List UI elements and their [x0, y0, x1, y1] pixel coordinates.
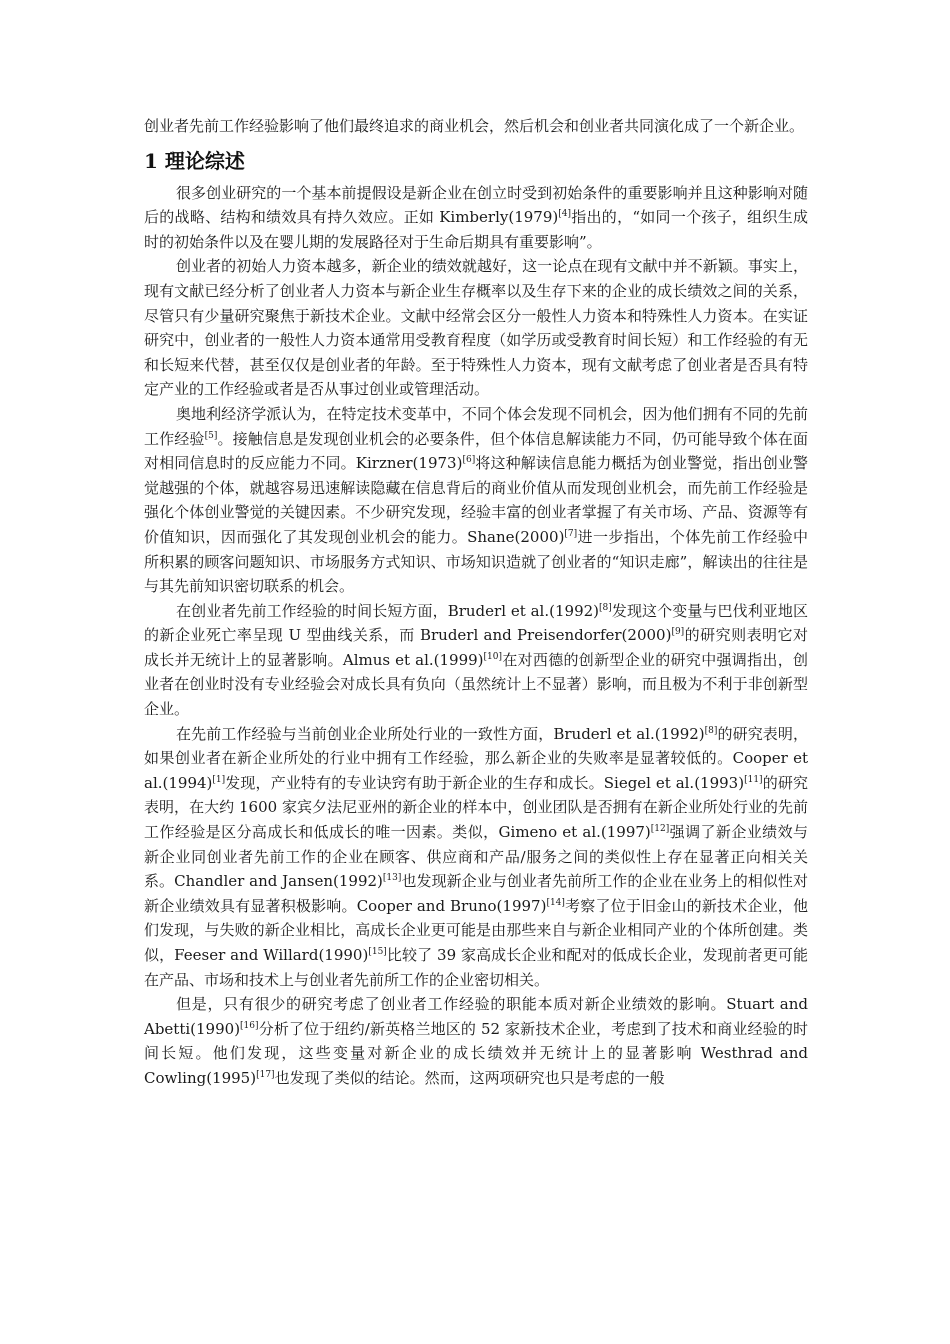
citation: [11]	[744, 774, 763, 785]
citation: [10]	[483, 651, 503, 662]
citation: [17]	[256, 1069, 275, 1080]
citation: [5]	[204, 430, 218, 441]
citation: [12]	[650, 824, 670, 835]
section-heading: 1 理论综述	[144, 148, 245, 173]
citation: [16]	[240, 1020, 259, 1031]
citation: [1]	[212, 774, 226, 785]
citation: [14]	[546, 897, 565, 908]
citation: [7]	[564, 528, 578, 539]
paragraph-intro: 创业者先前工作经验影响了他们最终追求的商业机会，然后机会和创业者共同演化成了一个新企业。	[144, 117, 805, 135]
citation: [15]	[368, 947, 387, 957]
citation: [13]	[382, 873, 402, 884]
citation: [4]	[558, 209, 571, 220]
paragraph-2: 创业者的初始人力资本越多，新企业的绩效就越好，这一论点在现有文献中并不新颖。事实上，现有文献已经分析了创业者人力资本与新企业生存概率以及生存下来的企业的成长绩效之间的关系，尽管只有少量研究聚焦于新技术企业。文献中经常会区分一般性人力资本和特殊性人力资本。在实证研究中，创业者的一般性人力资本通常用受教育程度（如学历或受教育时间长短）和工作经验的有无和长短来代替，甚至仅仅是创业者的年龄。至于特殊性人力资本，现有文献考虑了创业者是否具有特定产业的工作经验或者是否从事过创业或管理活动。	[144, 257, 808, 399]
citation: [6]	[462, 455, 476, 466]
paragraph-4: 在创业者先前工作经验的时间长短方面，Bruderl et al.(1992)[8]发现这个变量与巴伐利亚地区的新企业死亡率呈现 U 型曲线关系，而 Bruderl and Preisendorfer(2000)[9]的研究则表明它对成长并无统计上的显著影响。Almus et al.(1999)[10]在对西德的创新型企业的研究中强调指出，创业者在创业时没有专业经验会对成长具有负向（虽然统计上不显著）影响，而且极为不利于非创新型企业。	[144, 601, 808, 719]
document-page	[144, 114, 808, 1091]
citation: [9]	[671, 627, 685, 638]
paragraph-3: 奥地利经济学派认为，在特定技术变革中，不同个体会发现不同机会，因为他们拥有不同的先前工作经验[5]。接触信息是发现创业机会的必要条件，但个体信息解读能力不同，仍可能导致个体在面对相同信息时的反应能力不同。Kirzner(1973)[6]将这种解读信息能力概括为创业警觉，指出创业警觉越强的个体，就越容易迅速解读隐藏在信息背后的商业价值从而发现创业机会，而先前工作经验是强化个体创业警觉的关键因素。不少研究发现，经验丰富的创业者掌握了有关市场、产品、资源等有价值知识，因而强化了其发现创业机会的能力。Shane(2000)[7]进一步指出，个体先前工作经验中所积累的顾客问题知识、市场服务方式知识、市场知识造就了创业者的“知识走廊”，解读出的往往是与其先前知识密切联系的机会。	[144, 404, 808, 596]
citation: [8]	[599, 602, 612, 613]
paragraph-5: 在先前工作经验与当前创业企业所处行业的一致性方面，Bruderl et al.(1992)[8]的研究表明，如果创业者在新企业所处的行业中拥有工作经验，那么新企业的失败率是显著较低的。Cooper et al.(1994)[1]发现，产业特有的专业诀窍有助于新企业的生存和成长。Siegel et al.(1993)[11]的研究表明，在大约 1600 家宾夕法尼亚州的新企业的样本中，创业团队是否拥有在新企业所处行业的先前工作经验是区分高成长和低成长的唯一因素。类似，Gimeno et al.(1997)[12]强调了新企业绩效与新企业同创业者先前工作的企业在顾客、供应商和产品/服务之间的类似性上存在显著正向相关关系。Chandler and Jansen(1992)[13]也发现新企业与创业者先前所工作的企业在业务上的相似性对新企业绩效具有显著积极影响。Cooper and Bruno(1997)[14]考察了位于旧金山的新技术企业，他们发现，与失败的新企业相比，高成长企业更可能是由那些来自与新企业相同产业的个体所创建。类似，Feeser and Willard(1990)[15]比较了 39 家高成长企业和配对的低成长企业，发现前者更可能在产品、市场和技术上与创业者先前所工作的企业密切相关。	[144, 724, 808, 989]
citation: [8]	[704, 725, 718, 736]
paragraph-6: 但是，只有很少的研究考虑了创业者工作经验的职能本质对新企业绩效的影响。Stuart and Abetti(1990)[16]分析了位于纽约/新英格兰地区的 52 家新技术企业，考虑到了技术和商业经验的时间长短。他们发现，这些变量对新企业的成长绩效并无统计上的显著影响 Westhrad and Cowling(1995)[17]也发现了类似的结论。然而，这两项研究也只是考虑的一般	[144, 995, 808, 1087]
paragraph-1: 很多创业研究的一个基本前提假设是新企业在创立时受到初始条件的重要影响并且这种影响对随后的战略、结构和绩效具有持久效应。正如 Kimberly(1979)[4]指出的，“如同一个孩子，组织生成时的初始条件以及在婴儿期的发展路径对于生命后期具有重要影响”。	[144, 183, 809, 251]
